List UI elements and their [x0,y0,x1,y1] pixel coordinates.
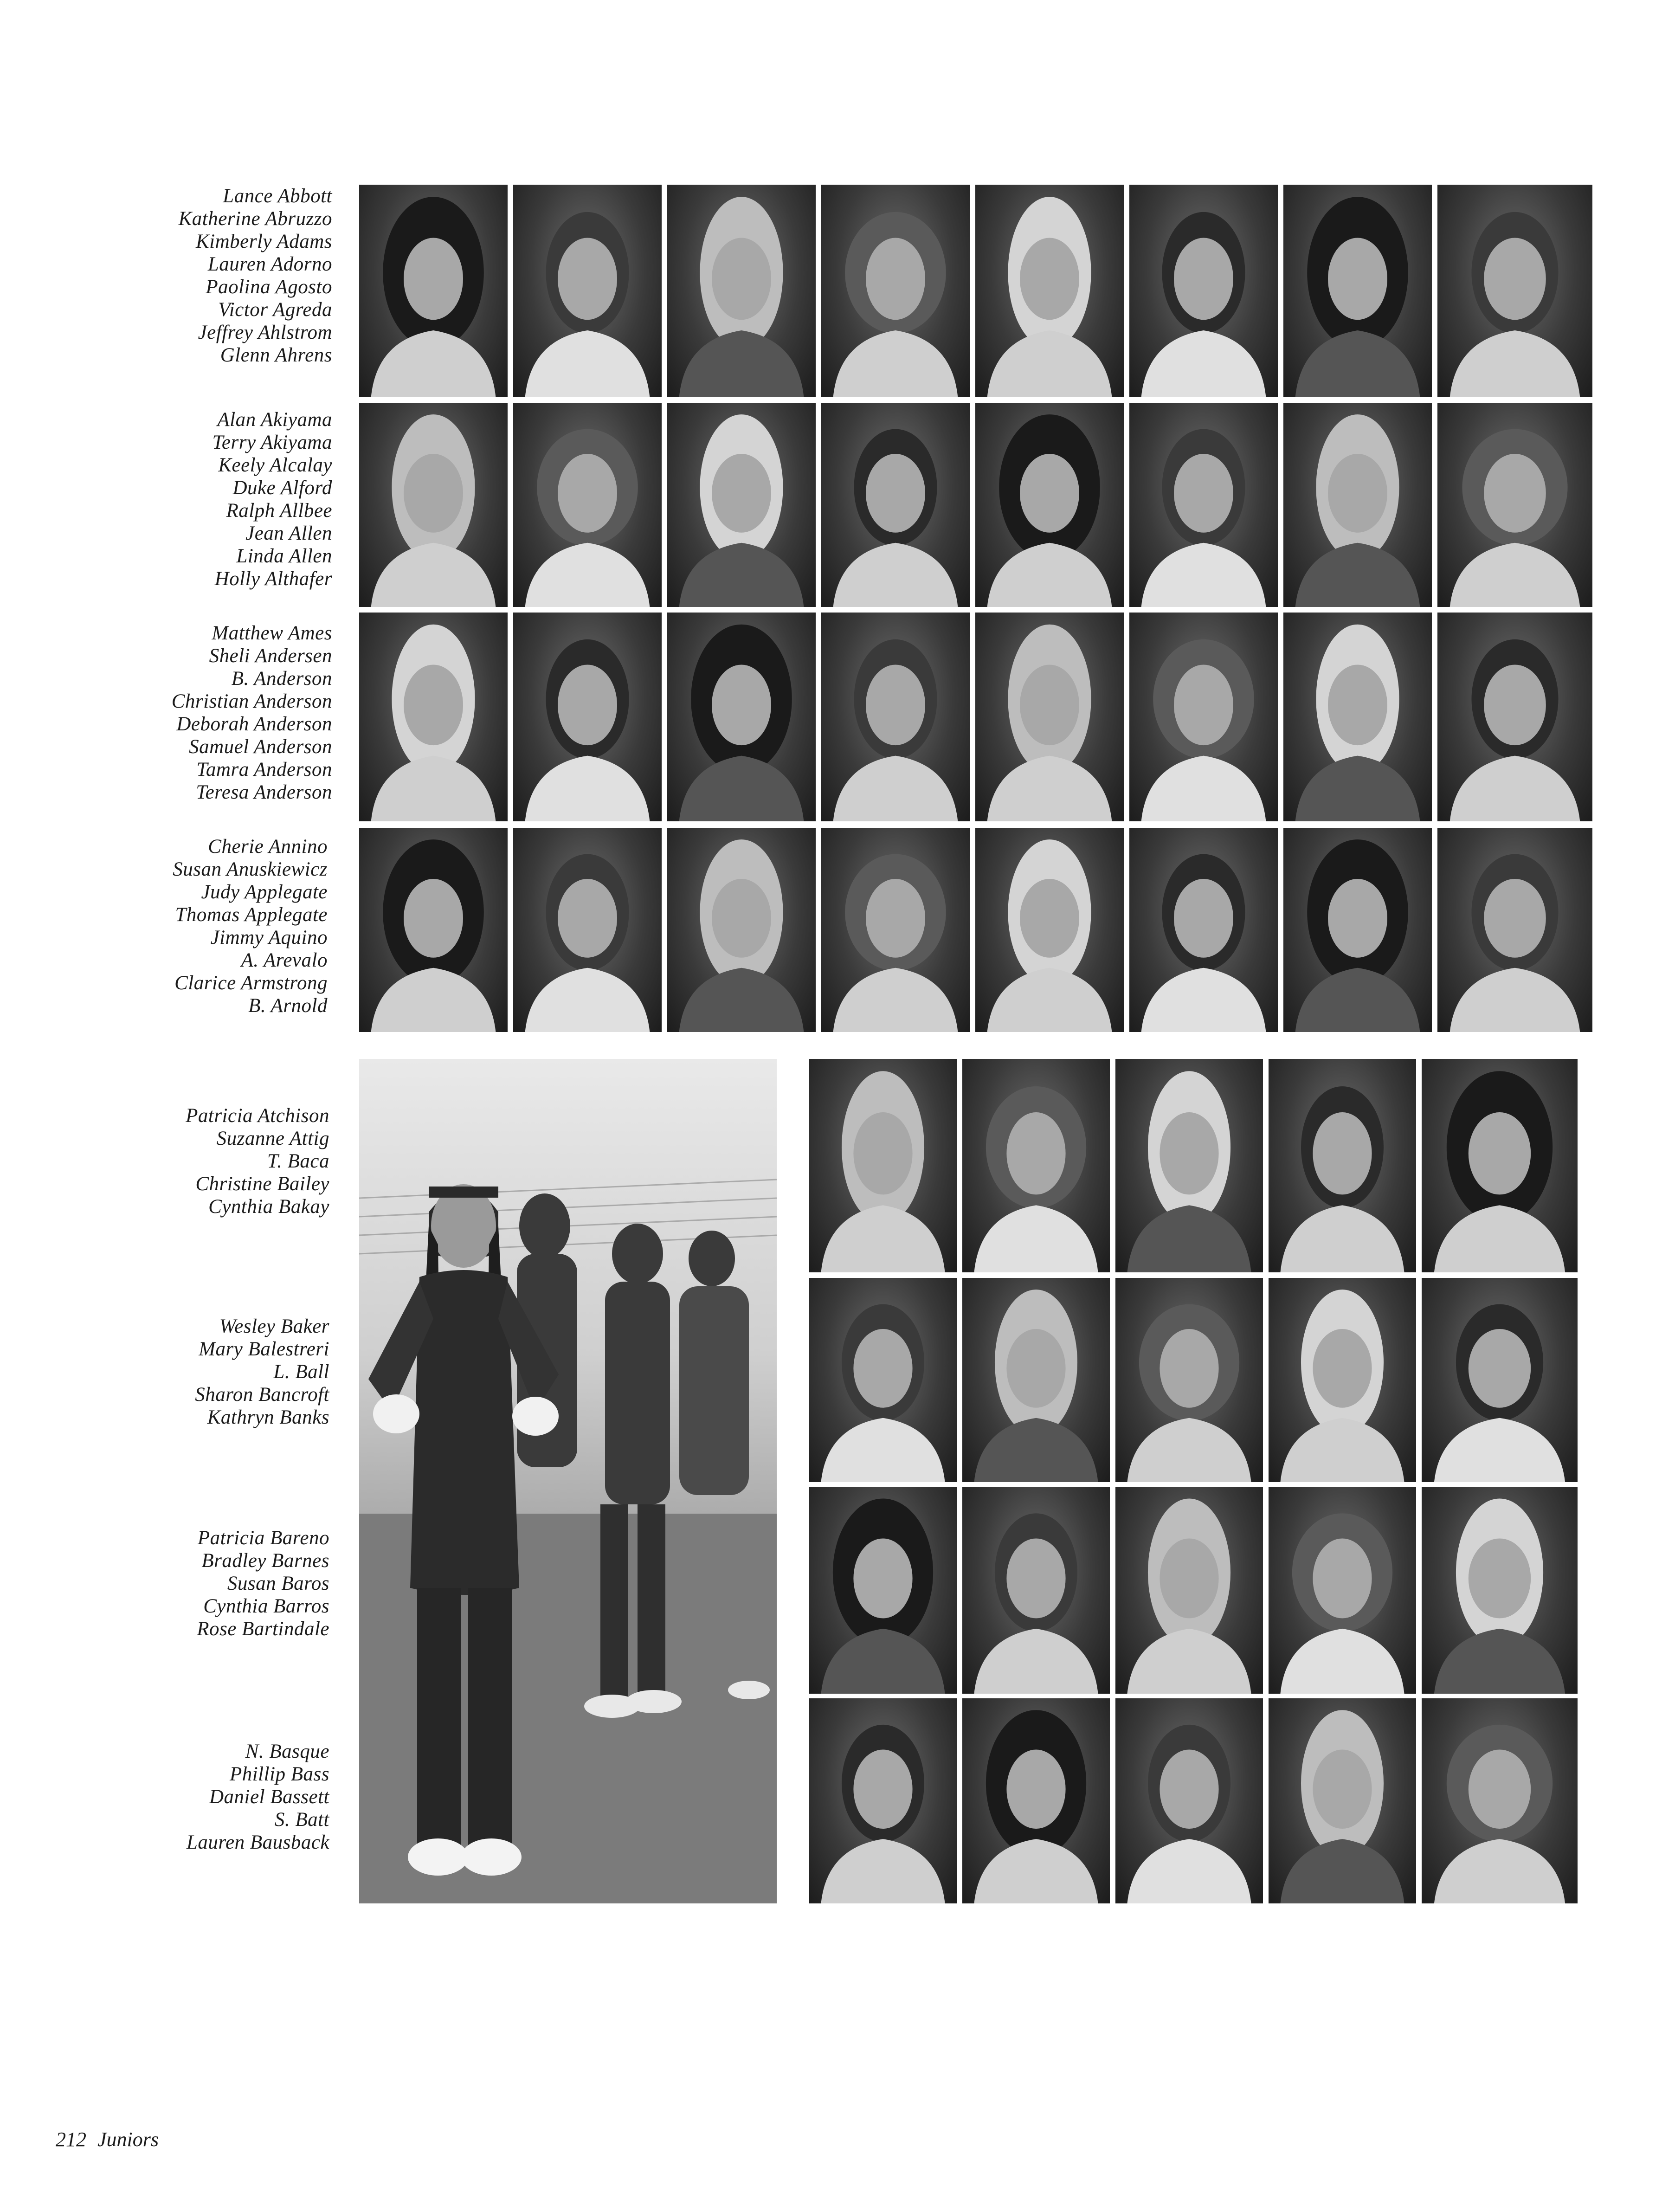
student-name: Susan Baros [227,1573,329,1594]
student-portrait [809,1278,957,1482]
student-name: B. Arnold [248,995,328,1017]
student-name: Kimberly Adams [195,231,332,252]
student-name: Victor Agreda [218,299,332,321]
student-name: Cherie Annino [208,836,328,858]
student-portrait [513,185,662,397]
student-portrait [513,613,662,821]
student-name: Daniel Bassett [209,1786,329,1808]
student-portrait [821,613,970,821]
student-portrait [975,403,1124,607]
student-name: Samuel Anderson [189,736,332,758]
name-list-group-3 [172,622,332,804]
student-portrait [1283,828,1432,1032]
student-name: Deborah Anderson [176,713,332,735]
name-list-group-2 [212,408,332,590]
student-portrait [1283,185,1432,397]
section-label: Juniors [97,2128,159,2151]
student-name: Sharon Bancroft [195,1384,329,1406]
student-portrait [1437,828,1592,1032]
portrait-row [359,403,1592,607]
student-portrait [513,828,662,1032]
student-name: Duke Alford [232,477,332,499]
student-name: Lauren Adorno [207,253,332,275]
student-name: Cynthia Bakay [208,1196,329,1218]
student-portrait [975,185,1124,397]
student-portrait [1129,403,1278,607]
student-portrait [1283,613,1432,821]
student-portrait [359,613,508,821]
student-name: Cynthia Barros [203,1595,329,1617]
student-name: Kathryn Banks [207,1406,329,1428]
student-name: Christine Bailey [195,1173,329,1195]
student-name: N. Basque [245,1741,329,1762]
portrait-row [809,1278,1578,1482]
student-portrait [667,185,816,397]
student-name: Matthew Ames [212,622,332,644]
student-name: Wesley Baker [219,1316,329,1337]
student-portrait [809,1487,957,1694]
student-name: T. Baca [267,1150,329,1172]
student-name: Bradley Barnes [201,1550,329,1572]
student-portrait [1422,1059,1578,1272]
portrait-row [359,185,1592,397]
student-portrait [809,1698,957,1903]
student-name: Suzanne Attig [216,1128,329,1149]
student-name: Phillip Bass [229,1763,329,1785]
student-name: Tamra Anderson [196,759,332,780]
student-portrait [1422,1698,1578,1903]
portrait-row [809,1698,1578,1903]
student-portrait [1269,1487,1416,1694]
name-list-group-6 [195,1315,329,1429]
student-name: Lance Abbott [223,185,332,207]
student-portrait [821,828,970,1032]
student-portrait [667,828,816,1032]
student-name: Paolina Agosto [206,276,332,298]
student-name: Katherine Abruzzo [178,208,332,230]
student-name: Christian Anderson [171,690,332,712]
student-portrait [1269,1698,1416,1903]
student-name: Jeffrey Ahlstrom [198,322,332,343]
name-list-group-1 [179,185,332,367]
student-name: Judy Applegate [201,881,328,903]
student-portrait [1115,1059,1263,1272]
student-portrait [1422,1487,1578,1694]
student-portrait [809,1059,957,1272]
student-portrait [975,613,1124,821]
student-name: Terry Akiyama [212,432,332,453]
student-name: A. Arevalo [241,949,328,971]
student-name: Mary Balestreri [199,1338,329,1360]
name-list-group-4 [173,835,328,1017]
student-portrait [962,1698,1110,1903]
student-portrait [1115,1487,1263,1694]
student-portrait [1437,613,1592,821]
student-portrait [962,1487,1110,1694]
student-name: Sheli Andersen [209,645,332,667]
page-footer [56,2128,170,2151]
portrait-row [809,1487,1578,1694]
portrait-row [359,828,1592,1032]
student-portrait [667,613,816,821]
portrait-row [809,1059,1578,1272]
student-name: Patricia Bareno [197,1527,329,1549]
name-list-group-8 [187,1740,329,1854]
student-name: Jimmy Aquino [210,927,328,948]
student-portrait [513,403,662,607]
student-name: Rose Bartindale [197,1618,329,1640]
student-portrait [359,403,508,607]
student-name: Holly Althafer [214,568,332,590]
student-name: Linda Allen [236,545,332,567]
name-list-group-5 [186,1104,329,1218]
student-portrait [962,1059,1110,1272]
student-name: Teresa Anderson [196,781,332,803]
student-portrait [1269,1278,1416,1482]
portrait-row [359,613,1592,821]
student-name: Keely Alcalay [218,454,332,476]
student-name: L. Ball [273,1361,329,1383]
student-portrait [1269,1059,1416,1272]
student-name: S. Batt [274,1809,329,1831]
student-portrait [359,828,508,1032]
student-portrait [821,403,970,607]
student-portrait [1437,185,1592,397]
student-portrait [962,1278,1110,1482]
student-name: Glenn Ahrens [220,344,332,366]
student-portrait [1437,403,1592,607]
student-name: Lauren Bausback [186,1832,329,1853]
student-portrait [1129,613,1278,821]
student-name: Alan Akiyama [217,409,332,431]
student-portrait [1129,828,1278,1032]
student-portrait [1115,1278,1263,1482]
student-name: B. Anderson [231,668,332,690]
student-portrait [1115,1698,1263,1903]
student-portrait [821,185,970,397]
name-list-group-7 [197,1527,329,1640]
student-portrait [1129,185,1278,397]
student-name: Thomas Applegate [175,904,328,926]
student-name: Susan Anuskiewicz [173,858,328,880]
student-portrait [1283,403,1432,607]
page-number: 212 [56,2128,86,2151]
student-portrait [667,403,816,607]
student-portrait [975,828,1124,1032]
student-portrait [359,185,508,397]
student-name: Clarice Armstrong [174,972,328,994]
student-portrait [1422,1278,1578,1482]
candid-drill-team-photo [359,1059,777,1903]
student-name: Jean Allen [245,522,332,544]
student-name: Patricia Atchison [186,1105,329,1127]
student-name: Ralph Allbee [226,500,332,522]
